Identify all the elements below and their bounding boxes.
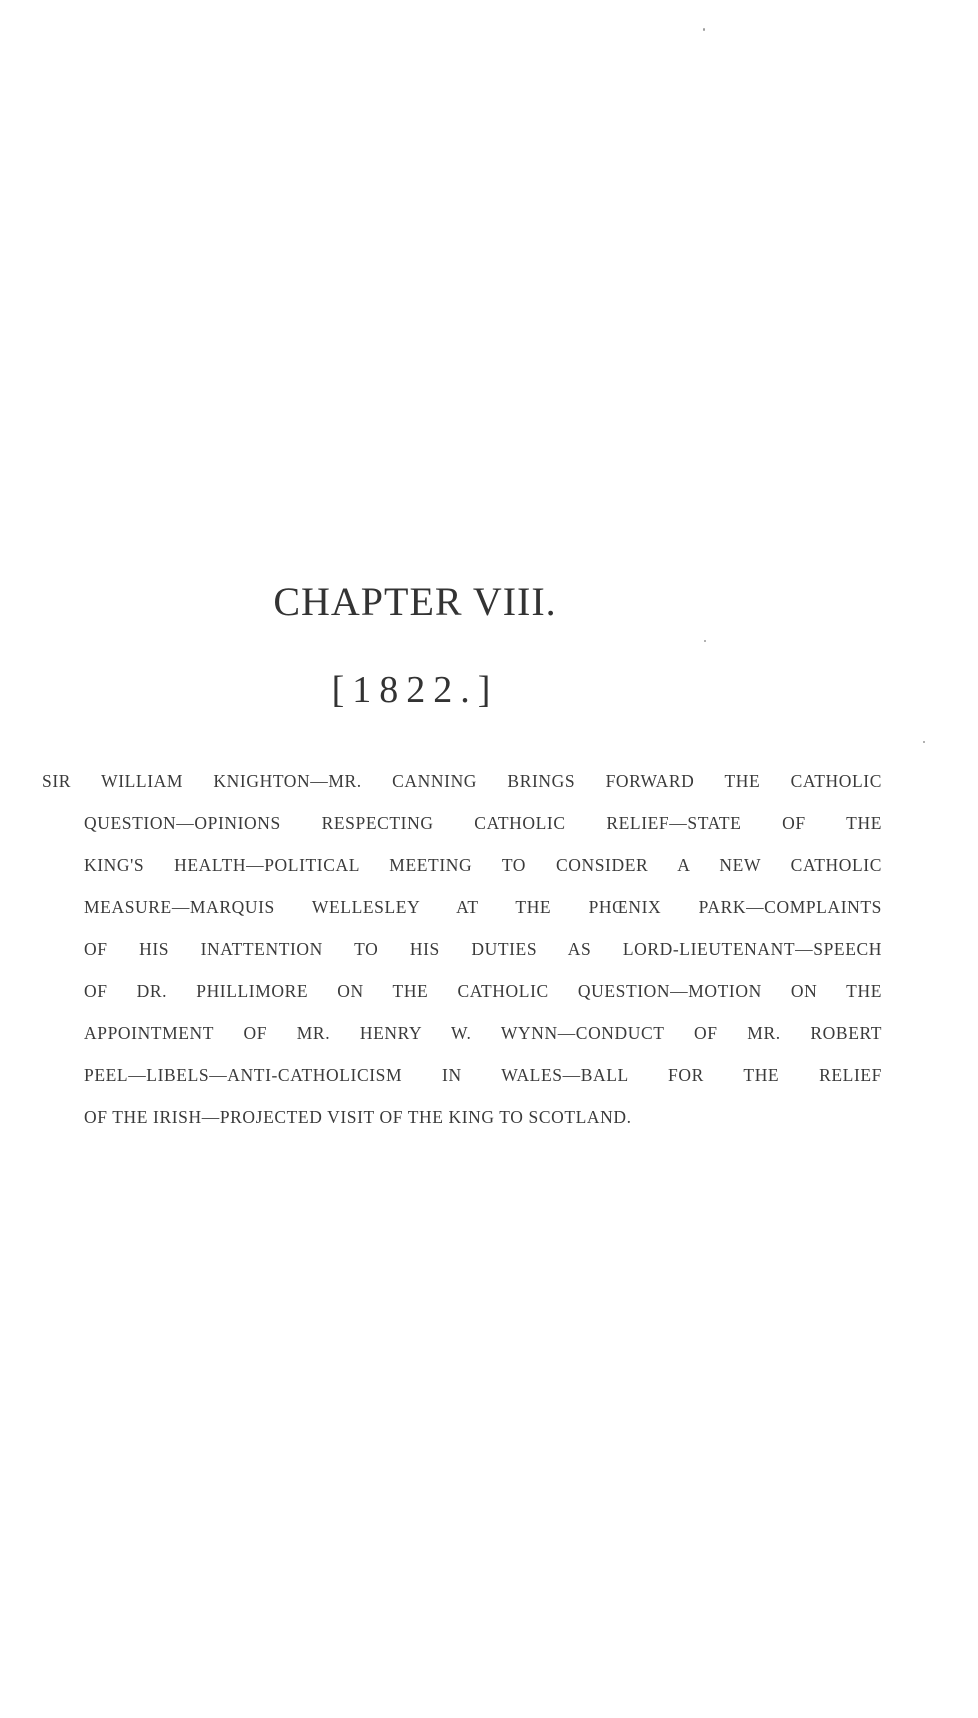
synopsis-line: OF HIS INATTENTION TO HIS DUTIES AS LORD-LIEUTENANT—SPEECH xyxy=(84,939,882,959)
synopsis-line: PEEL—LIBELS—ANTI-CATHOLICISM IN WALES—BALL FOR THE RELIEF xyxy=(84,1065,882,1085)
synopsis-line: APPOINTMENT OF MR. HENRY W. WYNN—CONDUCT OF MR. ROBERT xyxy=(84,1023,882,1043)
synopsis-line: OF DR. PHILLIMORE ON THE CATHOLIC QUESTION—MOTION ON THE xyxy=(84,981,882,1001)
synopsis-line: OF THE IRISH—PROJECTED VISIT OF THE KING TO SCOTLAND. xyxy=(84,1107,632,1127)
synopsis-line: KING'S HEALTH—POLITICAL MEETING TO CONSIDER A NEW CATHOLIC xyxy=(84,855,882,875)
chapter-synopsis xyxy=(42,760,882,1138)
synopsis-line: QUESTION—OPINIONS RESPECTING CATHOLIC RELIEF—STATE OF THE xyxy=(84,813,882,833)
chapter-year: [1822.] xyxy=(331,669,499,711)
scan-speck xyxy=(703,28,705,31)
synopsis-line: MEASURE—MARQUIS WELLESLEY AT THE PHŒNIX PARK—COMPLAINTS xyxy=(84,897,882,917)
scan-speck xyxy=(704,640,706,642)
scan-speck xyxy=(923,741,925,743)
synopsis-line: SIR WILLIAM KNIGHTON—MR. CANNING BRINGS FORWARD THE CATHOLIC xyxy=(42,771,882,791)
chapter-title: CHAPTER VIII. xyxy=(273,579,557,624)
